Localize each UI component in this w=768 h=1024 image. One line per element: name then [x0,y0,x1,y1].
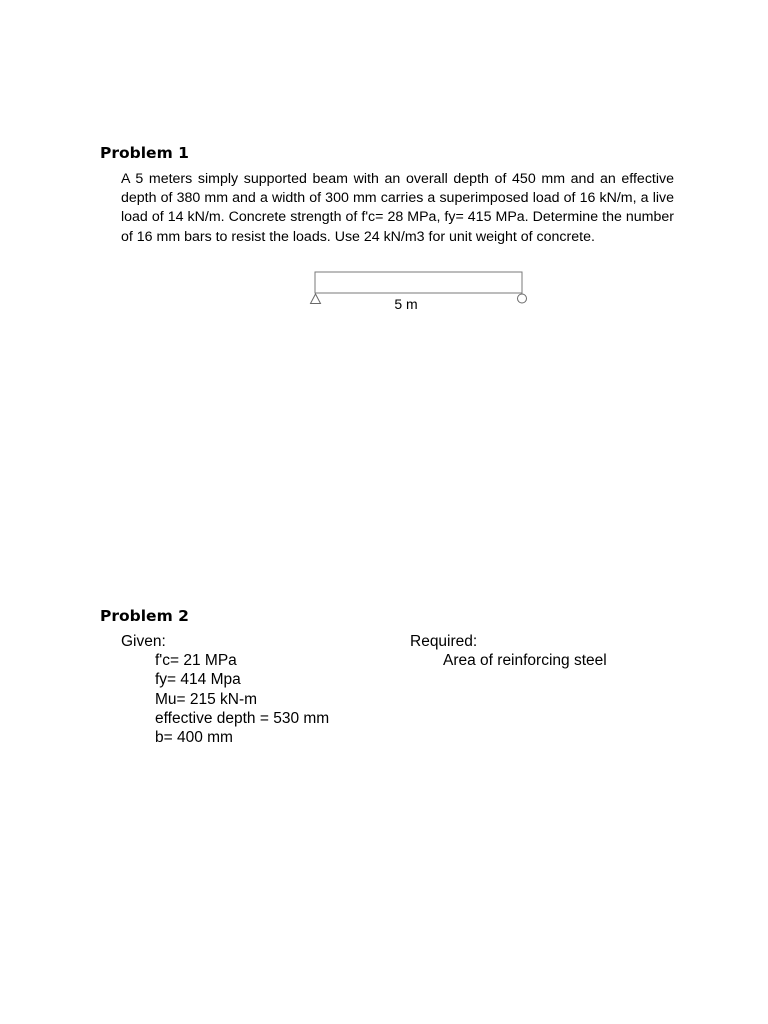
beam-diagram [300,266,540,318]
problem-1-statement: A 5 meters simply supported beam with an overall depth of 450 mm and an effective depth of 380 mm and a width of 300 mm carries a superimposed load of 16 kN/m, a live load of 14 kN/m. Concrete strength of f'c= 28 MPa, fy= 415 MPa. Determine the number of 16 mm bars to resist the loads. Use 24 kN/m3 for unit weight of concrete. [121,171,674,245]
span-length-label: 5 m [394,296,418,312]
given-item-fy: fy= 414 Mpa [155,671,241,689]
given-item-fc: f'c= 21 MPa [155,652,237,669]
problem-2-heading: Problem 2 [100,607,189,625]
given-item-effective-depth: effective depth = 530 mm [155,709,330,727]
problem-1-heading: Problem 1 [100,144,189,162]
given-list [155,651,329,747]
required-label: Required: [410,633,478,650]
required-item: Area of reinforcing steel [443,652,607,669]
beam-body [315,272,522,293]
roller-support-icon [518,294,527,303]
given-item-mu: Mu= 215 kN-m [155,690,258,708]
given-label: Given: [121,633,166,650]
given-item-width: b= 400 mm [155,729,233,747]
